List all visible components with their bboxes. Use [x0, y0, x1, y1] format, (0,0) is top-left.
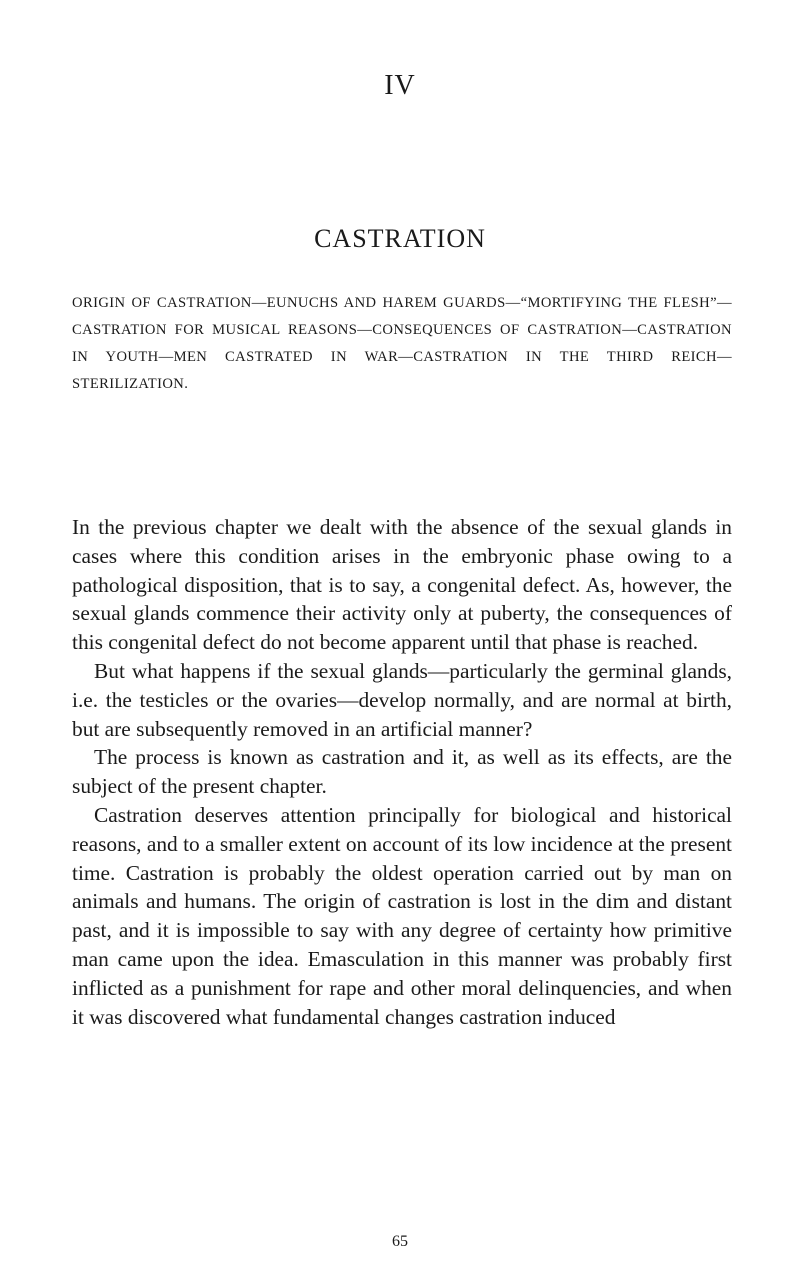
paragraph-3: The process is known as castration and it, as well as its effects, are the subject of the present chapter. — [72, 745, 732, 799]
chapter-body — [72, 513, 732, 1031]
paragraph-2: But what happens if the sexual glands—particularly the germinal glands, i.e. the testicles or the ovaries—develop normally, and are normal at birth, but are subsequently removed in an artificial manner? — [72, 658, 732, 741]
page-number: 65 — [392, 1233, 408, 1250]
paragraph-1: In the previous chapter we dealt with the absence of the sexual glands in cases where this condition arises in the embryonic phase owing to a pathological disposition, that is to say, a congenital defect. As, however, the sexual glands commence their activity only at puberty, the consequences of this congenital defect do not become apparent until that phase is reached. — [72, 515, 732, 655]
paragraph-4: Castration deserves attention principally for biological and historical reasons, and to a smaller extent on account of its low incidence at the present time. Castration is probably the oldest operation carried out by man on animals and humans. The origin of castration is lost in the dim and distant past, and it is impossible to say with any degree of certainty how primitive man came upon the idea. Emasculation in this manner was probably first inflicted as a punishment for rape and other moral delinquencies, and when it was discovered what fundamental changes castration induced — [72, 802, 732, 1029]
chapter-number: IV — [384, 70, 416, 101]
chapter-title: CASTRATION — [314, 224, 486, 253]
chapter-synopsis: ORIGIN OF CASTRATION—EUNUCHS AND HAREM GUARDS—“MORTIFYING THE FLESH”—CASTRATION FOR MUSICAL REASONS—CONSEQUENCES OF CASTRATION—CASTRATION IN YOUTH—MEN CASTRATED IN WAR—CASTRATION IN THE THIRD REICH—STERILIZATION. — [72, 295, 732, 392]
